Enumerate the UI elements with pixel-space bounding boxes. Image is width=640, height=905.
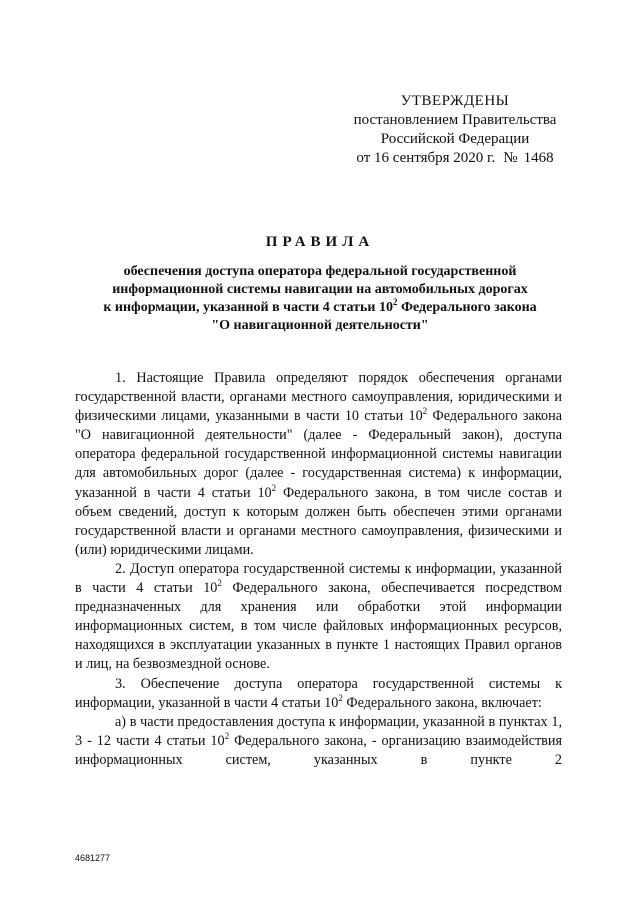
document-title: ПРАВИЛА — [265, 234, 375, 250]
document-code: 4681277 — [75, 853, 111, 863]
subtitle-line-2: информационной системы навигации на автомобильных дорогах — [112, 282, 528, 297]
document-body — [75, 369, 562, 770]
approval-date: от 16 сентября 2020 г. — [356, 150, 496, 166]
subtitle-line-1: обеспечения доступа оператора федеральной государственной — [123, 264, 517, 279]
document-subtitle — [60, 263, 580, 335]
paragraph-3: 3. Обеспечение доступа оператора государственной системы к информации, указанной в части 4 статьи $10^2$ Федерального закона, включает: — [75, 675, 562, 711]
subtitle-line-3: к информации, указанной в части 4 статьи $10^2$ Федерального закона — [103, 297, 537, 315]
resolution-number: 1468 — [523, 150, 554, 166]
number-sign: № — [503, 150, 518, 166]
paragraph-4: а) в части предоставления доступа к информации, указанной в пунктах 1, 3 - 12 части 4 статьи $10^2$ Федерального закона, - организацию взаимодействия информационных систем, указанных в пункте 2 — [75, 713, 562, 768]
approval-line-1: постановлением Правительства — [353, 112, 557, 128]
approval-title: УТВЕРЖДЕНЫ — [400, 93, 510, 109]
approval-date-line — [300, 149, 610, 168]
approval-block — [300, 92, 610, 168]
approval-line-2: Российской Федерации — [380, 131, 530, 147]
paragraph-1: 1. Настоящие Правила определяют порядок обеспечения органами государственной власти, органами местного самоуправления, юридическими и физическими лицами, указанными в части 10 статьи $10^2$ Федерального закона "О навигационной деятельности" (далее - Федеральный закон), доступа оператора федеральной государственной информационной системы навигации для автомобильных дорог (далее - государственная система) к информации, указанной в части 4 статьи $10^2$ Федерального закона, в том числе состав и объем сведений, доступ к которым должен быть обеспечен этими органами государственной власти и органами местного самоуправления, физическими и (или) юридическими лицами. — [75, 370, 562, 558]
subtitle-line-4: "О навигационной деятельности" — [211, 318, 429, 333]
paragraph-2: 2. Доступ оператора государственной системы к информации, указанной в части 4 статьи $10^2$ Федерального закона, обеспечивается посредством предназначенных для хранения или обработки этой информации информационных систем, в том числе файловых информационных ресурсов, находящихся в эксплуатации указанных в пункте 1 настоящих Правил органов и лиц, на безвозмездной основе. — [75, 560, 562, 673]
